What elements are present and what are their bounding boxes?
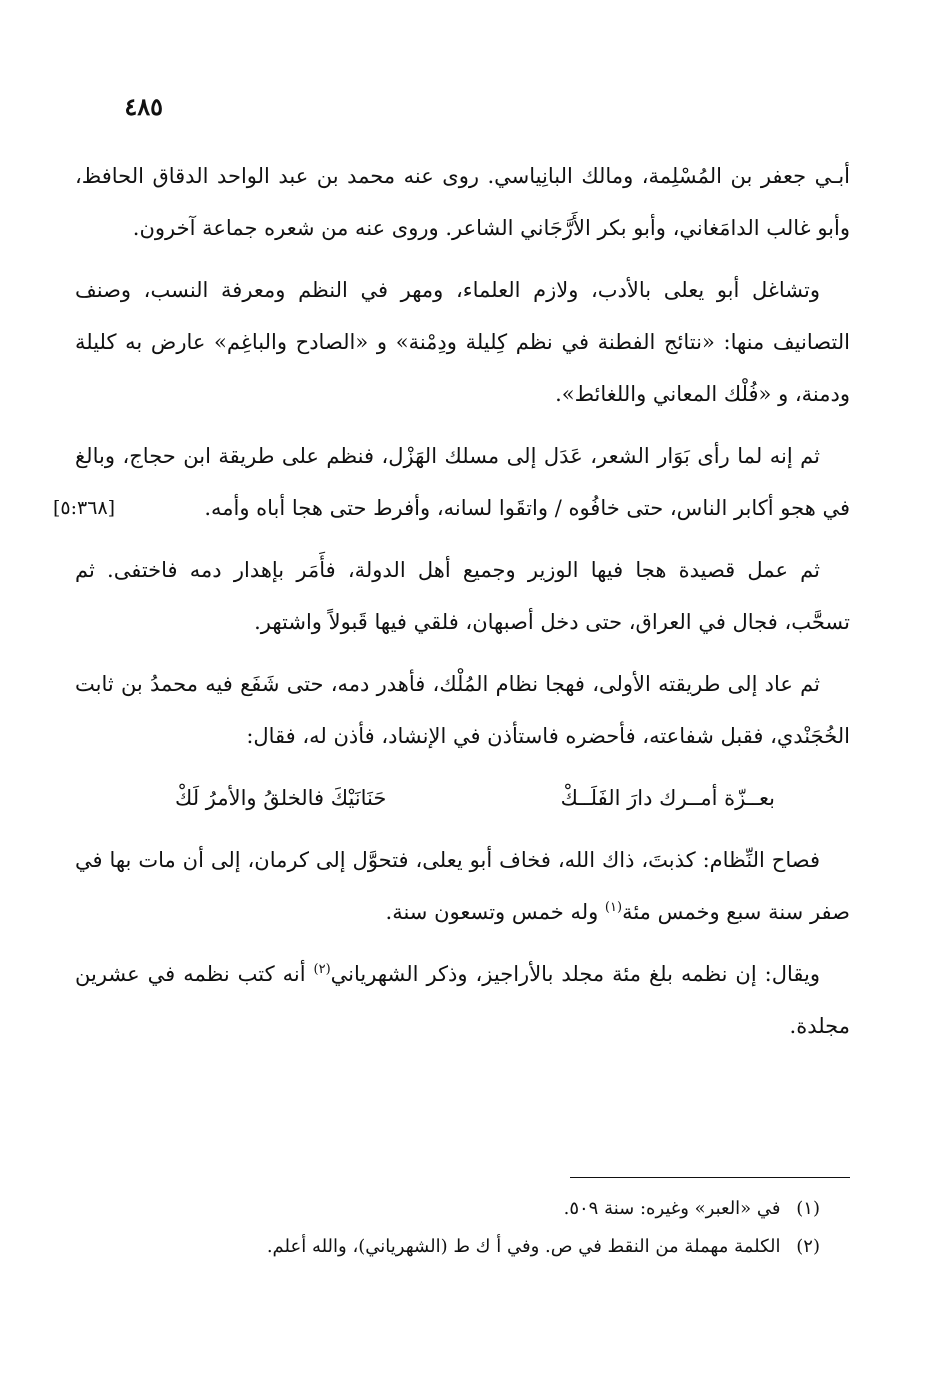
footnote-1-number: (١) — [796, 1198, 820, 1219]
footnote-divider — [570, 1177, 850, 1178]
verse-second-hemistich: حَنَانَيْكَ فالخلقُ والأمرُ لَكْ — [175, 786, 387, 810]
footnote-marker-2: (٢) — [313, 962, 331, 977]
paragraph-6 — [75, 834, 850, 938]
paragraph-6-end: وله خمس وتسعون سنة. — [385, 900, 605, 924]
footnote-1 — [80, 1190, 820, 1228]
poetry-verse — [75, 772, 850, 824]
paragraph-7-text: ويقال: إن نظمه بلغ مئة مجلد بالأراجيز، وذكر الشهرياني — [330, 962, 820, 986]
verse-first-hemistich: بعــزّة أمــرك دارَ الفَلَــكْ — [560, 786, 775, 810]
paragraph-4: ثم عمل قصيدة هجا فيها الوزير وجميع أهل الدولة، فأَمَر بإهدار دمه فاختفى. ثم تسحَّب، فجال في العراق، حتى دخل أصبهان، فلقي فيها قَبولاً واشتهر. — [75, 558, 850, 634]
footnote-2 — [80, 1228, 820, 1266]
paragraph-3-end: هجا أباه وأمه. — [204, 496, 323, 520]
paragraph-3-text: ثم إنه لما رأى بَوَار الشعر، عَدَل إلى مسلك الهَزْل، فنظم على طريقة ابن حجاج، وبالغ في هجو أكابر الناس، حتى خافُوه / واتقَوا لسانه، وأفرط حتى — [75, 444, 850, 520]
footnote-1-text: في «العبر» وغيره: سنة ٥٠٩. — [563, 1198, 781, 1219]
paragraph-6-text: فصاح النِّظام: كذبتَ، ذاك الله، فخاف أبو يعلى، فتحوَّل إلى كرمان، إلى أن مات بها في صفر سنة سبع وخمس مئة — [75, 848, 850, 924]
paragraph-1: أبـي جعفر بن المُسْلِمة، ومالك البانِياسي. روى عنه محمد بن عبد الواحد الدقاق الحافظ، وأبو غالب الدامَغاني، وأبو بكر الأَرَّجَاني الشاعر. وروى عنه من شعره جماعة آخرون. — [75, 164, 850, 240]
footnotes — [80, 1190, 820, 1266]
paragraph-3 — [53, 430, 850, 534]
page-number: ٤٨٥ — [124, 92, 163, 121]
marginal-volume-reference: [٥:٣٦٨] — [53, 497, 116, 519]
footnote-marker-1: (١) — [604, 900, 623, 915]
paragraph-2: وتشاغل أبو يعلى بالأدب، ولازم العلماء، ومهر في النظم ومعرفة النسب، وصنف التصانيف منها: «نتائج الفطنة في نظم كِليلة ودِمْنة» و «الصادح والباغِم» عارض به كليلة ودمنة، و «فُلْك المعاني واللغائط». — [75, 278, 850, 406]
main-text — [53, 150, 850, 1062]
paragraph-7-end: أنه كتب نظمه في عشرين مجلدة. — [75, 962, 850, 1038]
paragraph-5: ثم عاد إلى طريقته الأولى، فهجا نظام المُلْك، فأهدر دمه، حتى شَفَع فيه محمدُ بن ثابت الخُجَنْدي، فقبل شفاعته، فأحضره فاستأذن في الإنشاد، فأذن له، فقال: — [75, 672, 850, 748]
footnote-2-text: الكلمة مهملة من النقط في ص. وفي أ ك ط (الشهرياني)، والله أعلم. — [266, 1236, 781, 1257]
paragraph-7 — [75, 948, 850, 1052]
footnote-2-number: (٢) — [796, 1236, 820, 1257]
